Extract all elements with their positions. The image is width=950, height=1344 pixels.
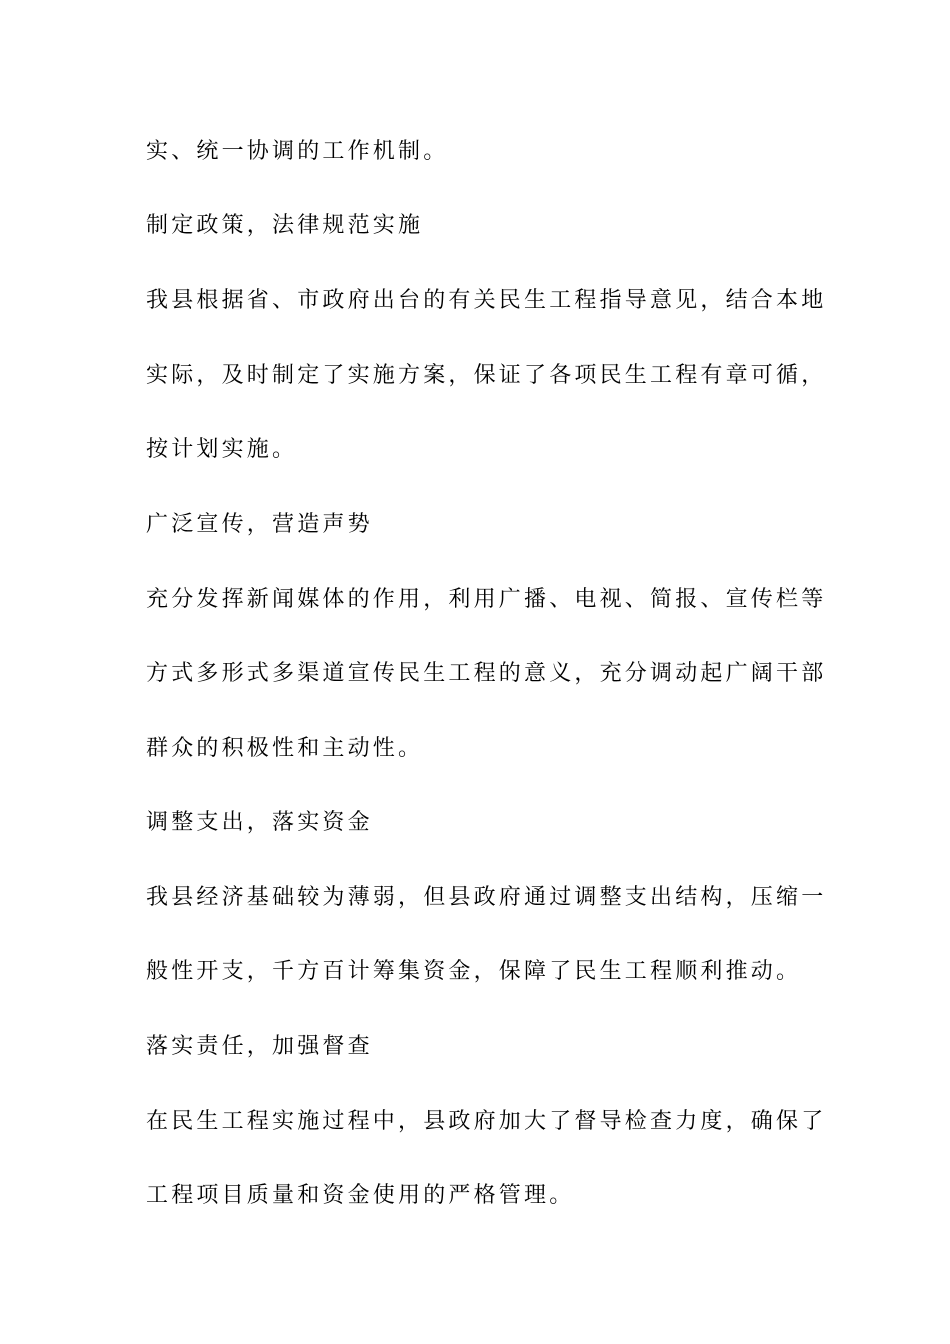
paragraph-line: 工程项目质量和资金使用的严格管理。 bbox=[146, 1183, 575, 1208]
paragraph-line: 实际，及时制定了实施方案，保证了各项民生工程有章可循， bbox=[146, 363, 827, 388]
paragraph-line: 方式多形式多渠道宣传民生工程的意义，充分调动起广阔干部 bbox=[146, 661, 827, 686]
paragraph-line: 充分发挥新闻媒体的作用，利用广播、电视、简报、宣传栏等 bbox=[146, 587, 827, 612]
paragraph-line-continuation: 实、统一协调的工作机制。 bbox=[146, 139, 449, 164]
section-heading-publicity: 广泛宣传，营造声势 bbox=[146, 512, 373, 537]
paragraph-line: 按计划实施。 bbox=[146, 437, 298, 462]
paragraph-line: 群众的积极性和主动性。 bbox=[146, 736, 424, 761]
paragraph-line: 我县根据省、市政府出台的有关民生工程指导意见，结合本地 bbox=[146, 288, 827, 313]
paragraph-line: 在民生工程实施过程中，县政府加大了督导检查力度，确保了 bbox=[146, 1109, 827, 1134]
section-heading-funding: 调整支出，落实资金 bbox=[146, 810, 373, 835]
paragraph-line: 我县经济基础较为薄弱，但县政府通过调整支出结构，压缩一 bbox=[146, 885, 827, 910]
paragraph-line: 般性开支，千方百计筹集资金，保障了民生工程顺利推动。 bbox=[146, 959, 802, 984]
section-heading-policy: 制定政策，法律规范实施 bbox=[146, 213, 424, 238]
section-heading-supervision: 落实责任，加强督查 bbox=[146, 1034, 373, 1059]
